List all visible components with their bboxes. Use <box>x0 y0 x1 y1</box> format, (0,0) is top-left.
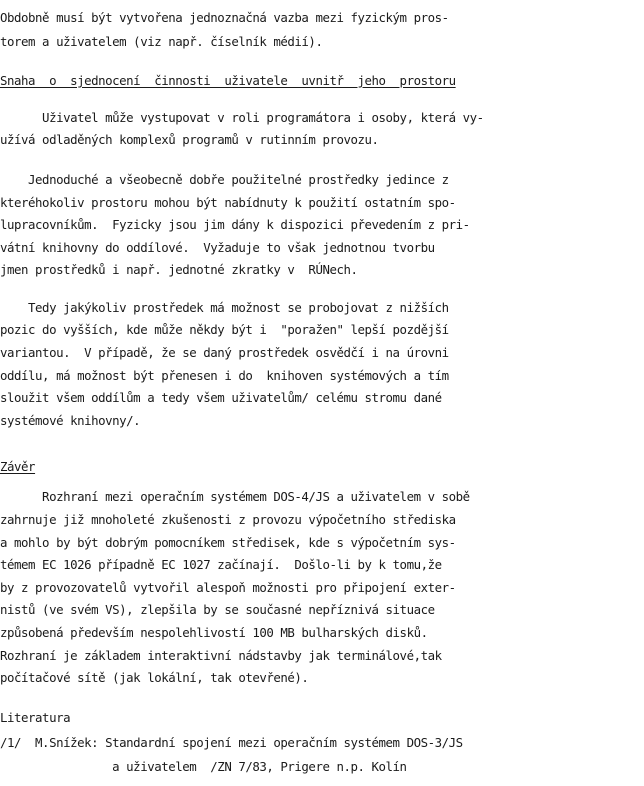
paragraph-line: Tedy jakýkoliv prostředek má možnost se probojovat z nižších <box>0 300 449 315</box>
reference-line: /1/ M.Snížek: Standardní spojení mezi operačním systémem DOS-3/JS <box>0 735 463 750</box>
literature-heading: Literatura <box>0 710 71 725</box>
paragraph-line: a mohlo by být dobrým pomocníkem středisek, kde s výpočetním sys- <box>0 535 456 550</box>
reference-line: a uživatelem /ZN 7/83, Prigere n.p. Kolín <box>0 759 407 774</box>
paragraph-line: variantou. V případě, že se daný prostředek osvědčí i na úrovni <box>0 345 449 360</box>
paragraph-line: Rozhraní mezi operačním systémem DOS-4/JS a uživatelem v sobě <box>0 489 470 504</box>
paragraph-line: Uživatel může vystupovat v roli programátora i osoby, která vy- <box>0 110 484 125</box>
paragraph-line: Jednoduché a všeobecně dobře použitelné prostředky jedince z <box>0 172 449 187</box>
paragraph-line: kteréhokoliv prostoru mohou být nabídnuty k použití ostatním spo- <box>0 195 456 210</box>
paragraph-line: sloužit všem oddílům a tedy všem uživatelům/ celému stromu dané <box>0 390 442 405</box>
paragraph-line: užívá odladěných komplexů programů v rutinním provozu. <box>0 132 379 147</box>
paragraph-line: témem EC 1026 případně EC 1027 začínají. Došlo-li by k tomu,že <box>0 557 442 572</box>
paragraph-line: pozic do vyšších, kde může někdy být i "poražen" lepší pozdější <box>0 322 449 337</box>
section-heading-conclusion: Závěr <box>0 459 36 474</box>
paragraph-line: Rozhraní je základem interaktivní nádstavby jak terminálové,tak <box>0 648 442 663</box>
paragraph-line: oddílu, má možnost být přenesen i do knihoven systémových a tím <box>0 368 449 383</box>
section-heading-effort: Snaha o sjednocení činnosti uživatele uvnitř jeho prostoru <box>0 73 456 88</box>
paragraph-line: způsobená především nespolehlivostí 100 MB bulharských disků. <box>0 625 428 640</box>
intro-line: torem a uživatelem (viz např. číselník médií). <box>0 34 323 49</box>
paragraph-line: lupracovníkům. Fyzicky jsou jim dány k dispozici převedením z pri- <box>0 217 470 232</box>
paragraph-line: počítačové sítě (jak lokální, tak otevřené). <box>0 670 309 685</box>
paragraph-line: zahrnuje již mnoholeté zkušenosti z provozu výpočetního střediska <box>0 512 456 527</box>
paragraph-line: nistů (ve svém VS), zlepšila by se současné nepříznivá situace <box>0 602 435 617</box>
paragraph-line: jmen prostředků i např. jednotné zkratky v RÚNech. <box>0 262 358 277</box>
paragraph-line: systémové knihovny/. <box>0 413 141 428</box>
paragraph-line: by z provozovatelů vytvořil alespoň možnosti pro připojení exter- <box>0 580 456 595</box>
intro-line: Obdobně musí být vytvořena jednoznačná vazba mezi fyzickým pros- <box>0 10 449 25</box>
paragraph-line: vátní knihovny do oddílové. Vyžaduje to však jednotnou tvorbu <box>0 240 435 255</box>
